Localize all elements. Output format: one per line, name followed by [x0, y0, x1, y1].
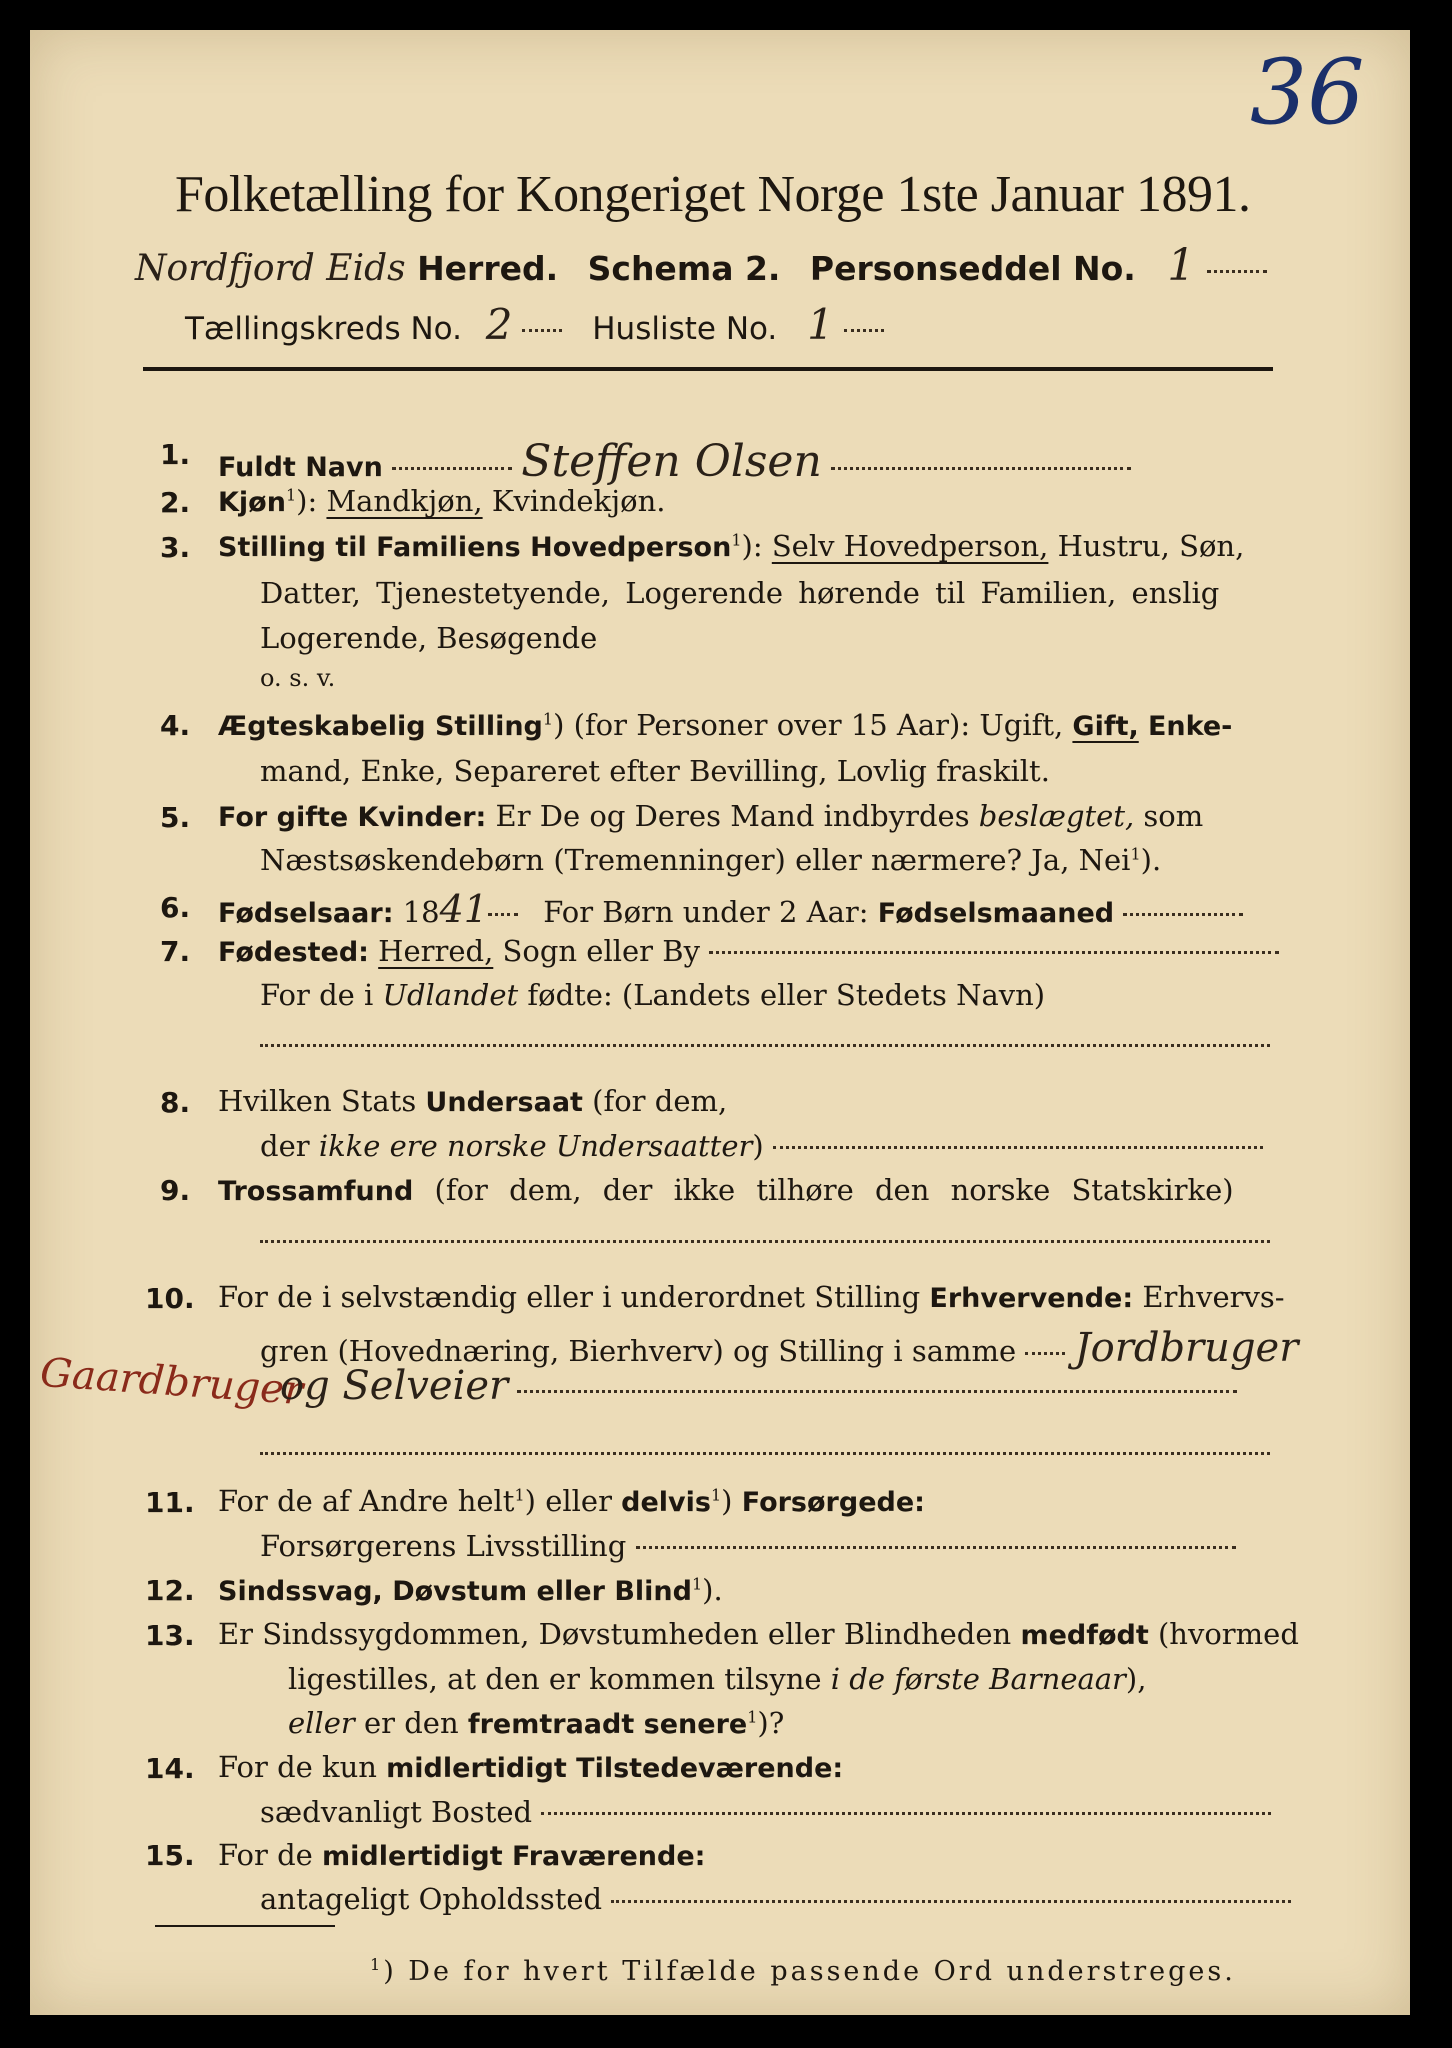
q13-line3-bold: fremtraadt senere — [467, 1709, 748, 1741]
q8-line1-a: Hvilken Stats — [218, 1084, 417, 1119]
q11-line2: Forsørgerens Livsstilling — [260, 1528, 627, 1563]
q3-line1-rest: Hustru, Søn, — [1057, 529, 1245, 564]
q10-line1-a: For de i selvstændig eller i underordnet Stilling — [218, 1280, 921, 1315]
q13-line1-b: (hvormed — [1157, 1617, 1299, 1652]
q13-line-3 — [288, 1706, 784, 1740]
q6-prefix: 18 — [402, 895, 440, 930]
q5-line1-italic: beslægtet, — [978, 798, 1135, 833]
q3-line-2: Datter, Tjenestetyende, Logerende hørende til Familien, enslig — [260, 575, 1220, 610]
q15-number: 15. — [145, 1839, 195, 1873]
q12-sup: 1 — [691, 1573, 703, 1593]
q3-selected: Selv Hovedperson, — [771, 529, 1049, 564]
header-line-1 — [135, 240, 1267, 291]
q12-row — [218, 1573, 723, 1607]
footnote — [370, 1955, 1236, 1987]
q7-line1-rest: Sogn eller By — [502, 933, 700, 968]
q2-sup: 1 — [285, 485, 297, 505]
q11-sup-2: 1 — [710, 1485, 722, 1505]
q14-line-2 — [260, 1795, 1271, 1829]
q3-line-3: Logerende, Besøgende — [260, 621, 598, 656]
q11-label-b: Forsørgede: — [741, 1487, 925, 1519]
q7-line-1 — [218, 934, 1279, 968]
q2-number: 2. — [160, 486, 191, 520]
header-rule — [143, 367, 1273, 371]
q14-number: 14. — [145, 1751, 195, 1785]
q15-line-2 — [260, 1882, 1291, 1916]
q13-line3-b: )? — [757, 1706, 785, 1741]
q6-text-a: For Børn under 2 Aar: — [543, 895, 869, 930]
q5-line2: Næstsøskendebørn (Tremenninger) eller nærmere? Ja, Nei — [260, 843, 1131, 878]
q13-line-2 — [288, 1662, 1146, 1696]
q15-label: midlertidigt Fraværende: — [322, 1840, 706, 1872]
q4-label: Ægteskabelig Stilling — [218, 710, 543, 742]
footnote-sup: 1 — [370, 1955, 384, 1974]
q6-row — [218, 887, 1243, 931]
q14-line-1 — [218, 1750, 843, 1784]
q8-line-2 — [260, 1129, 1263, 1163]
header-line-2 — [185, 300, 884, 349]
q8-line1-b: (for dem, — [592, 1084, 728, 1119]
q9-label: Trossamfund — [218, 1175, 414, 1207]
q12-label: Sindssvag, Døvstum eller Blind — [218, 1575, 692, 1607]
q4-sup: 1 — [542, 708, 554, 728]
q10-margin-note: Gaardbruger — [38, 1349, 305, 1414]
q12-number: 12. — [145, 1574, 195, 1608]
q5-number: 5. — [160, 800, 191, 834]
personseddel-label: Personseddel No. — [809, 249, 1136, 288]
q10-line2: gren (Hovednæring, Bierhverv) og Stilling i samme — [260, 1334, 1017, 1369]
q10-answer-1: Jordbruger — [1074, 1325, 1299, 1372]
q10-line-3 — [280, 1363, 1237, 1409]
taellingskreds-number: 2 — [485, 300, 513, 349]
q8-line2-italic: ikke ere norske Undersaatter — [318, 1128, 753, 1163]
q15-line-1 — [218, 1838, 705, 1872]
q4-line1-b: Enke- — [1147, 710, 1233, 742]
q13-line2-a: ligestilles, at den er kommen tilsyne — [288, 1661, 822, 1696]
q11-line-2 — [260, 1529, 1236, 1563]
q12-end: ). — [702, 1572, 723, 1607]
q14-label: midlertidigt Tilstedeværende: — [386, 1753, 844, 1785]
footnote-rule — [155, 1925, 335, 1927]
q1-answer: Steffen Olsen — [521, 436, 822, 488]
q7-line2-a: For de i — [260, 978, 374, 1013]
q2-label: Kjøn — [218, 487, 286, 519]
q8-line2-a: der — [260, 1128, 310, 1163]
q10-line-1 — [218, 1280, 1285, 1314]
herred-handwritten: Nordfjord Eids — [135, 248, 406, 289]
q6-number: 6. — [160, 890, 191, 924]
q3-line-1: Stilling til Familiens Hovedperson$^1$): Selv Hovedperson, Hustru, Søn, — [218, 529, 1245, 564]
q10-answer-2: og Selveier — [280, 1363, 509, 1410]
q8-number: 8. — [160, 1086, 191, 1120]
q1-number: 1. — [160, 437, 191, 471]
q15-line1-a: For de — [218, 1837, 313, 1872]
q3-number: 3. — [160, 530, 191, 564]
q2-selected: Mandkjøn, — [326, 484, 483, 519]
q9-line1: (for dem, der ikke tilhøre den norske Statskirke) — [434, 1172, 1234, 1207]
husliste-number: 1 — [807, 300, 834, 349]
q9-number: 9. — [160, 1174, 191, 1208]
q5-line1-b: som — [1143, 798, 1204, 833]
q8-label: Undersaat — [425, 1087, 583, 1119]
q9-line-1 — [218, 1173, 1234, 1207]
q5-line-1 — [218, 799, 1203, 833]
q7-line2-b: fødte: (Landets eller Stedets Navn) — [527, 978, 1046, 1013]
q11-line-1 — [218, 1484, 925, 1518]
q11-sup-1: 1 — [514, 1485, 525, 1505]
q4-line1-a: (for Personer over 15 Aar): Ugift, — [573, 707, 1064, 742]
q11-line1-b: ) eller — [524, 1484, 612, 1519]
q5-line-2 — [260, 843, 1161, 877]
q13-line1-a: Er Sindssygdommen, Døvstumheden eller Blindheden — [218, 1617, 1012, 1652]
q13-line2-italic: i de første Barneaar — [830, 1661, 1126, 1696]
q3-sup: 1 — [731, 530, 742, 550]
q11-label-a: delvis — [621, 1487, 711, 1519]
q15-line2: antageligt Opholdssted — [260, 1882, 603, 1917]
census-form — [30, 30, 1410, 2015]
q6-answer: 41 — [439, 887, 488, 932]
q10-label: Erhvervende: — [929, 1283, 1134, 1315]
q5-line2-end: ). — [1140, 843, 1162, 878]
q2-rest: Kvindekjøn. — [491, 484, 666, 519]
q7-label: Fødested: — [218, 936, 369, 968]
q2-row: Kjøn$^1$): Mandkjøn, Kvindekjøn. — [218, 484, 666, 519]
q13-line3-italic: eller — [288, 1706, 355, 1741]
q13-line2-b: ), — [1125, 1661, 1147, 1696]
q7-number: 7. — [160, 935, 191, 969]
q13-number: 13. — [145, 1619, 195, 1652]
q11-number: 11. — [145, 1486, 195, 1519]
footnote-text: ) De for hvert Tilfælde passende Ord understreges. — [383, 1956, 1236, 1987]
q1-label: Fuldt Navn — [218, 452, 383, 484]
q14-line2: sædvanligt Bosted — [260, 1794, 533, 1829]
q13-line-1 — [218, 1617, 1299, 1651]
q11-line1-c: ) — [721, 1484, 733, 1519]
q4-line-1: Ægteskabelig Stilling$^1$) (for Personer over 15 Aar): Ugift, Gift, Enke- — [218, 707, 1233, 742]
personseddel-number: 1 — [1167, 240, 1196, 291]
q7-selected: Herred, — [378, 933, 494, 968]
q11-line1-a: For de af Andre helt — [218, 1484, 515, 1519]
q6-label: Fødselsaar: — [218, 898, 394, 930]
q8-line2-b: ) — [752, 1128, 764, 1163]
q7-line2-italic: Udlandet — [382, 978, 519, 1013]
q5-label: For gifte Kvinder: — [218, 801, 487, 833]
q6-text-b: Fødselsmaaned — [877, 898, 1115, 930]
q13-line3-a: er den — [363, 1706, 459, 1741]
q13-sup: 1 — [747, 1707, 758, 1727]
q4-selected: Gift, — [1072, 710, 1139, 742]
page-number: 36 — [1250, 40, 1365, 145]
form-title: Folketælling for Kongeriget Norge 1ste Januar 1891. — [175, 166, 1251, 223]
q3-label: Stilling til Familiens Hovedperson — [218, 532, 732, 564]
q14-line1-a: For de kun — [218, 1750, 377, 1785]
q10-number: 10. — [145, 1282, 195, 1316]
q1-row — [218, 436, 1131, 487]
husliste-label: Husliste No. — [592, 311, 778, 347]
herred-label: Herred. — [417, 249, 559, 288]
q8-line-1 — [218, 1084, 727, 1118]
q3-line-4: o. s. v. — [260, 663, 336, 692]
q10-line1-b: Erhvervs- — [1142, 1280, 1285, 1315]
schema-label: Schema 2. — [587, 249, 781, 288]
q5-sup: 1 — [1130, 844, 1141, 864]
q13-label: medfødt — [1020, 1620, 1149, 1652]
taellingskreds-label: Tællingskreds No. — [185, 311, 462, 347]
q4-number: 4. — [160, 709, 191, 743]
q7-line-2 — [260, 978, 1045, 1012]
q4-line-2: mand, Enke, Separeret efter Bevilling, Lovlig fraskilt. — [260, 754, 1050, 789]
q5-line1-a: Er De og Deres Mand indbyrdes — [495, 798, 970, 833]
